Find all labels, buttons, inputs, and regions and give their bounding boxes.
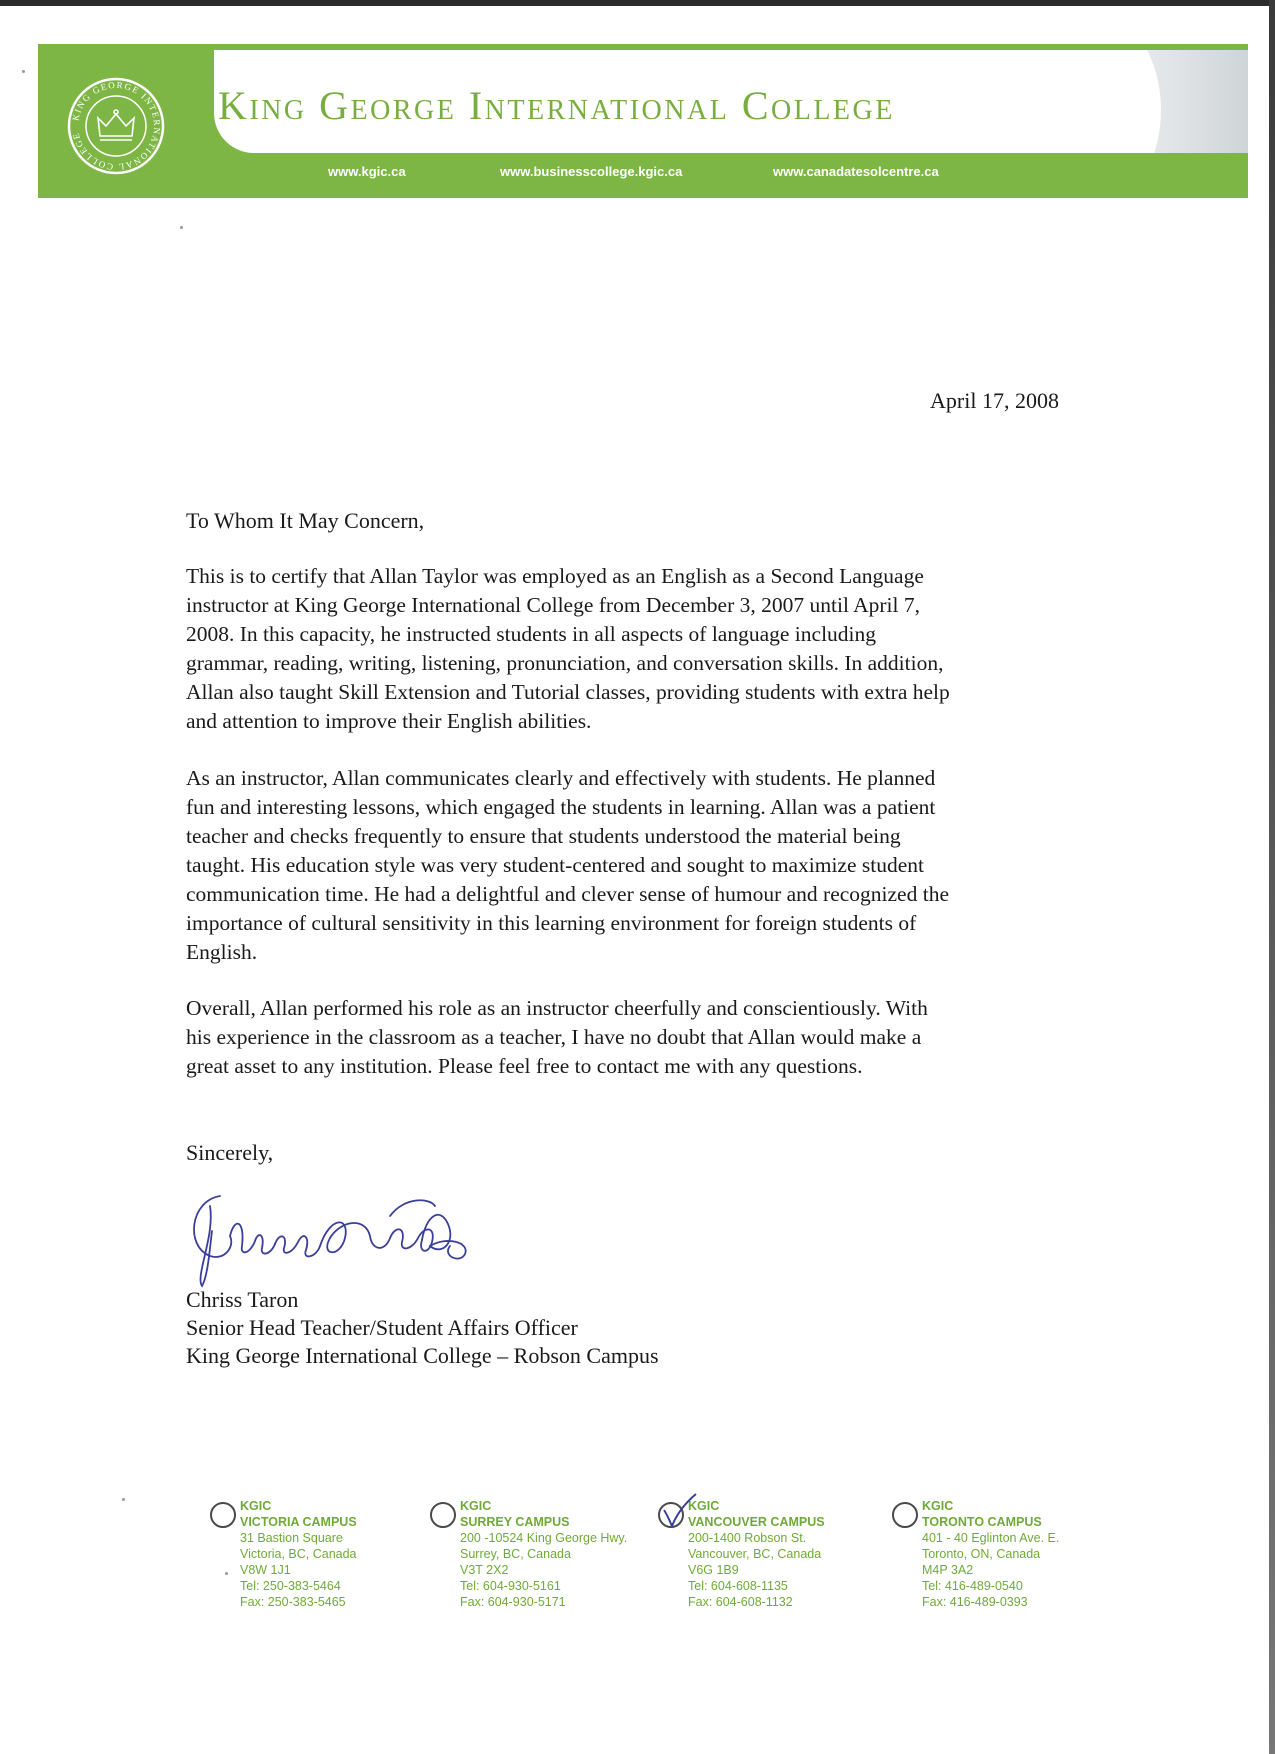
campus-checkbox bbox=[892, 1502, 918, 1528]
paragraph-evaluation bbox=[186, 764, 1186, 967]
campus-name: VICTORIA CAMPUS bbox=[240, 1515, 357, 1529]
scan-speck bbox=[225, 1572, 228, 1575]
letterhead bbox=[38, 44, 1248, 198]
campus-checkbox bbox=[430, 1502, 456, 1528]
campus-city: Surrey, BC, Canada bbox=[460, 1547, 571, 1561]
paragraph-line: grammar, reading, writing, listening, pronunciation, and conversation skills. In addition, bbox=[186, 651, 944, 675]
campus-victoria bbox=[240, 1498, 460, 1610]
campus-name: VANCOUVER CAMPUS bbox=[688, 1515, 825, 1529]
signer-title: Senior Head Teacher/Student Affairs Officer bbox=[186, 1315, 578, 1340]
paragraph-recommendation bbox=[186, 994, 1186, 1081]
campus-address: 200-1400 Robson St. bbox=[688, 1531, 807, 1545]
paragraph-line: As an instructor, Allan communicates clearly and effectively with students. He planned bbox=[186, 766, 936, 790]
paragraph-line: great asset to any institution. Please feel free to contact me with any questions. bbox=[186, 1054, 863, 1078]
paragraph-line: communication time. He had a delightful and clever sense of humour and recognized the bbox=[186, 882, 949, 906]
scan-speck bbox=[180, 226, 183, 229]
paragraph-line: teacher and checks frequently to ensure that students understood the material being bbox=[186, 824, 901, 848]
paragraph-line: and attention to improve their English abilities. bbox=[186, 709, 592, 733]
letter-date: April 17, 2008 bbox=[930, 388, 1059, 413]
campus-address: 401 - 40 Eglinton Ave. E. bbox=[922, 1531, 1060, 1545]
campus-postal-code: V8W 1J1 bbox=[240, 1563, 291, 1577]
paragraph-line: English. bbox=[186, 940, 258, 964]
crown-icon bbox=[98, 110, 134, 140]
campus-postal-code: V3T 2X2 bbox=[460, 1563, 509, 1577]
paragraph-line: fun and interesting lessons, which engaged the students in learning. Allan was a patient bbox=[186, 795, 936, 819]
paragraph-line: Overall, Allan performed his role as an instructor cheerfully and conscientiously. With bbox=[186, 996, 928, 1020]
salutation: To Whom It May Concern, bbox=[186, 508, 425, 533]
url-business-college[interactable]: www.businesscollege.kgic.ca bbox=[500, 164, 683, 179]
campus-brand: KGIC bbox=[460, 1499, 492, 1513]
signer-organization: King George International College – Robson Campus bbox=[186, 1343, 659, 1368]
institution-name: King George International College bbox=[218, 83, 895, 128]
paragraph-line: importance of cultural sensitivity in this learning environment for foreign students of bbox=[186, 911, 917, 935]
closing: Sincerely, bbox=[186, 1140, 274, 1165]
handwritten-check-mark-icon bbox=[658, 1492, 698, 1532]
campus-fax: Fax: 250-383-5465 bbox=[240, 1595, 346, 1609]
scan-right-edge bbox=[1269, 0, 1275, 1754]
campus-fax: Fax: 604-930-5171 bbox=[460, 1595, 566, 1609]
campus-surrey bbox=[460, 1498, 680, 1610]
campus-address: 200 -10524 King George Hwy. bbox=[460, 1531, 628, 1545]
campus-name: SURREY CAMPUS bbox=[460, 1515, 570, 1529]
seal-text: KING GEORGE INTERNATIONAL COLLEGE bbox=[70, 79, 163, 173]
url-tesol-centre[interactable]: www.canadatesolcentre.ca bbox=[773, 164, 939, 179]
url-kgic[interactable]: www.kgic.ca bbox=[328, 164, 406, 179]
paragraph-line: instructor at King George International College from December 3, 2007 until April 7, bbox=[186, 593, 921, 617]
campus-brand: KGIC bbox=[688, 1499, 720, 1513]
campus-address: 31 Bastion Square bbox=[240, 1531, 343, 1545]
scan-speck bbox=[122, 1498, 125, 1501]
campus-toronto bbox=[922, 1498, 1142, 1610]
scan-speck bbox=[22, 70, 25, 73]
campus-tel: Tel: 604-608-1135 bbox=[688, 1579, 788, 1593]
scan-top-edge bbox=[0, 0, 1275, 6]
campus-tel: Tel: 604-930-5161 bbox=[460, 1579, 561, 1593]
campus-city: Toronto, ON, Canada bbox=[922, 1547, 1041, 1561]
campus-city: Vancouver, BC, Canada bbox=[688, 1547, 822, 1561]
campus-brand: KGIC bbox=[922, 1499, 954, 1513]
paragraph-line: his experience in the classroom as a teacher, I have no doubt that Allan would make a bbox=[186, 1025, 922, 1049]
college-seal-logo bbox=[66, 76, 166, 176]
paragraph-employment bbox=[186, 562, 1186, 736]
paragraph-line: Allan also taught Skill Extension and Tutorial classes, providing students with extra help bbox=[186, 680, 950, 704]
campus-postal-code: V6G 1B9 bbox=[688, 1563, 739, 1577]
campus-brand: KGIC bbox=[240, 1499, 272, 1513]
paragraph-line: 2008. In this capacity, he instructed students in all aspects of language including bbox=[186, 622, 877, 646]
letterhead-urls bbox=[38, 164, 1248, 186]
campus-vancouver bbox=[688, 1498, 908, 1610]
campus-fax: Fax: 604-608-1132 bbox=[688, 1595, 793, 1609]
campus-fax: Fax: 416-489-0393 bbox=[922, 1595, 1028, 1609]
svg-text:KING GEORGE INTERNATIONAL COLL bbox=[70, 80, 162, 172]
signer-name: Chriss Taron bbox=[186, 1287, 299, 1312]
campus-tel: Tel: 416-489-0540 bbox=[922, 1579, 1023, 1593]
signer-block bbox=[186, 1286, 659, 1370]
campus-tel: Tel: 250-383-5464 bbox=[240, 1579, 341, 1593]
campus-postal-code: M4P 3A2 bbox=[922, 1563, 974, 1577]
campus-city: Victoria, BC, Canada bbox=[240, 1547, 357, 1561]
paragraph-line: This is to certify that Allan Taylor was employed as an English as a Second Language bbox=[186, 564, 924, 588]
handwritten-signature bbox=[180, 1176, 500, 1296]
paragraph-line: taught. His education style was very student-centered and sought to maximize student bbox=[186, 853, 924, 877]
campus-checkbox bbox=[210, 1502, 236, 1528]
campus-name: TORONTO CAMPUS bbox=[922, 1515, 1042, 1529]
